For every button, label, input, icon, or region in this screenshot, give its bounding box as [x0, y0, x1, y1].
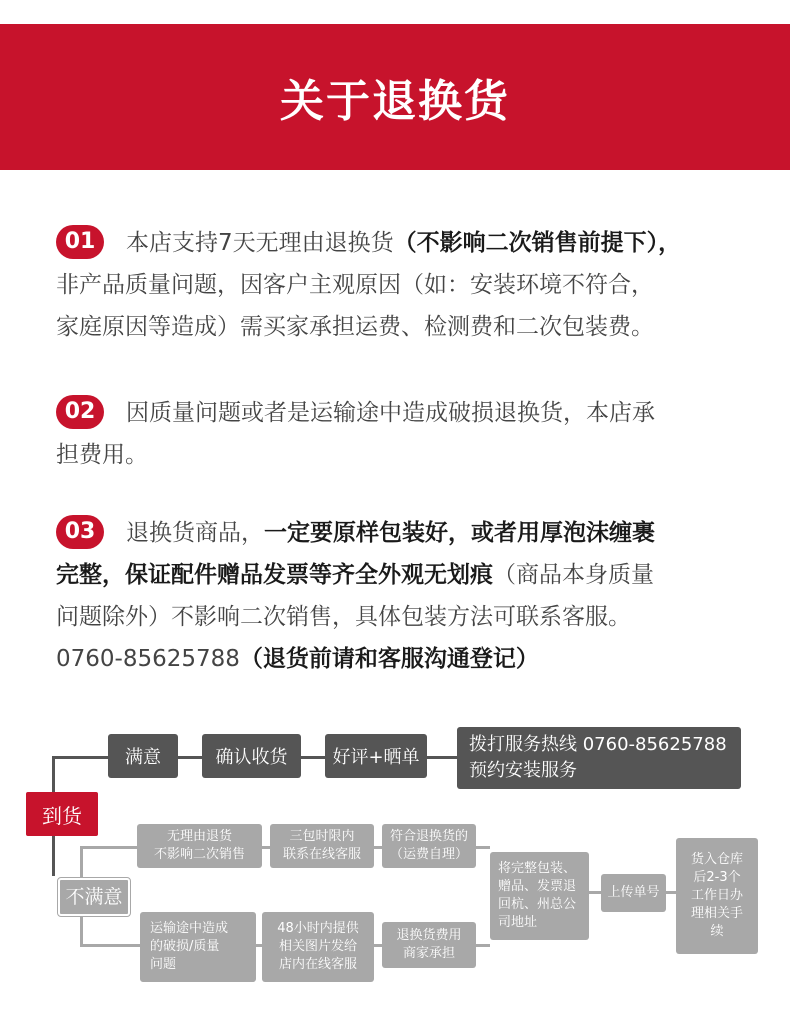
connector-line	[427, 756, 457, 759]
flow-step-line: 店内在线客服	[278, 957, 357, 972]
flow-step	[270, 824, 374, 868]
section-emphasis: 一定要原样包装好，或者用厚泡沫缠裹	[264, 520, 655, 546]
section-emphasis: （不影响二次销售前提下），	[393, 230, 682, 256]
flow-step-line: 问题	[150, 957, 177, 972]
flow-step	[140, 912, 256, 982]
section-line	[56, 512, 746, 554]
connector-line	[80, 944, 140, 947]
section-line: 非产品质量问题，因客户主观原因（如：安装环境不符合，	[56, 272, 654, 298]
section-line: 家庭原因等造成）需买家承担运费、检测费和二次包装费。	[56, 314, 654, 340]
flow-step-line: 相关图片发给	[278, 939, 357, 954]
flow-step-line: 理相关手	[690, 906, 743, 921]
flow-step-line: 联系在线客服	[282, 847, 361, 862]
hotline-node	[457, 727, 741, 789]
connector-line	[589, 891, 601, 894]
flow-step	[382, 922, 476, 968]
warehouse-step	[676, 838, 758, 954]
connector-line	[476, 944, 490, 947]
section-text: 因质量问题或者是运输途中造成破损退换货，本店承	[126, 400, 655, 426]
flow-step-line: 符合退换货的	[389, 829, 468, 844]
flow-step-line: 商家承担	[402, 946, 455, 961]
review-node: 好评+晒单	[325, 734, 427, 778]
section-text: （商品本身质量	[493, 562, 654, 588]
flow-step-line: 回杭、州总公	[498, 897, 577, 912]
section-02	[56, 392, 746, 476]
flow-step-line: 续	[710, 924, 724, 939]
connector-line	[80, 846, 138, 849]
phone-number: 0760-85625788	[56, 646, 240, 672]
connector-line	[301, 756, 325, 759]
section-number-badge: 01	[56, 225, 104, 259]
section-line	[56, 554, 746, 596]
flow-step-line: 工作日办	[690, 888, 743, 903]
section-emphasis: （退货前请和客服沟通登记）	[239, 646, 539, 672]
flow-step-line: 赠品、发票退	[498, 879, 577, 894]
upload-tracking-step: 上传单号	[601, 874, 666, 912]
flow-step-line: 无理由退货	[166, 829, 232, 844]
section-text: 退换货商品，	[126, 520, 264, 546]
section-03	[56, 512, 746, 680]
install-service-text: 预约安装服务	[469, 760, 577, 781]
connector-line	[52, 836, 55, 876]
connector-line	[374, 944, 382, 947]
connector-line	[666, 891, 676, 894]
process-flowchart	[0, 690, 790, 1010]
flow-step-line: 退换货费用	[396, 928, 462, 943]
header-banner	[0, 24, 790, 170]
flow-step-line: 后2-3个	[693, 870, 741, 885]
flow-step-line: （运费自理）	[389, 847, 468, 862]
section-emphasis: 完整，保证配件赠品发票等齐全外观无划痕	[56, 562, 493, 588]
section-number-badge: 02	[56, 395, 104, 429]
section-01	[56, 222, 746, 348]
page-title: 关于退换货	[280, 76, 510, 127]
connector-line	[374, 846, 382, 849]
flow-step-line: 货入仓库	[690, 852, 743, 867]
satisfied-node: 满意	[108, 734, 178, 778]
unsatisfied-node: 不满意	[58, 878, 130, 916]
return-package-step	[490, 852, 589, 940]
section-text: 本店支持7天无理由退换货	[126, 230, 394, 256]
connector-line	[476, 846, 490, 849]
flow-step	[262, 912, 374, 982]
flow-step-line: 运输途中造成	[150, 921, 229, 936]
section-line	[56, 392, 746, 434]
section-line	[56, 638, 746, 680]
flow-step-line: 司地址	[498, 915, 538, 930]
confirm-receipt-node: 确认收货	[202, 734, 301, 778]
connector-line	[178, 756, 202, 759]
section-number-badge: 03	[56, 515, 104, 549]
arrival-node: 到货	[26, 792, 98, 836]
hotline-text: 拨打服务热线 0760-85625788	[469, 734, 727, 755]
section-line: 担费用。	[56, 442, 148, 468]
connector-line	[52, 756, 55, 794]
flow-step-line: 48小时内提供	[277, 921, 359, 936]
section-line: 问题除外）不影响二次销售，具体包装方法可联系客服。	[56, 604, 631, 630]
flow-step-line: 将完整包装、	[498, 861, 577, 876]
connector-line	[52, 756, 110, 759]
flow-step-line: 不影响二次销售	[153, 847, 245, 862]
connector-line	[262, 846, 270, 849]
flow-step-line: 的破损/质量	[150, 939, 220, 954]
flow-step	[137, 824, 262, 868]
flow-step-line: 三包时限内	[289, 829, 355, 844]
flow-step	[382, 824, 476, 868]
section-line	[56, 222, 746, 264]
